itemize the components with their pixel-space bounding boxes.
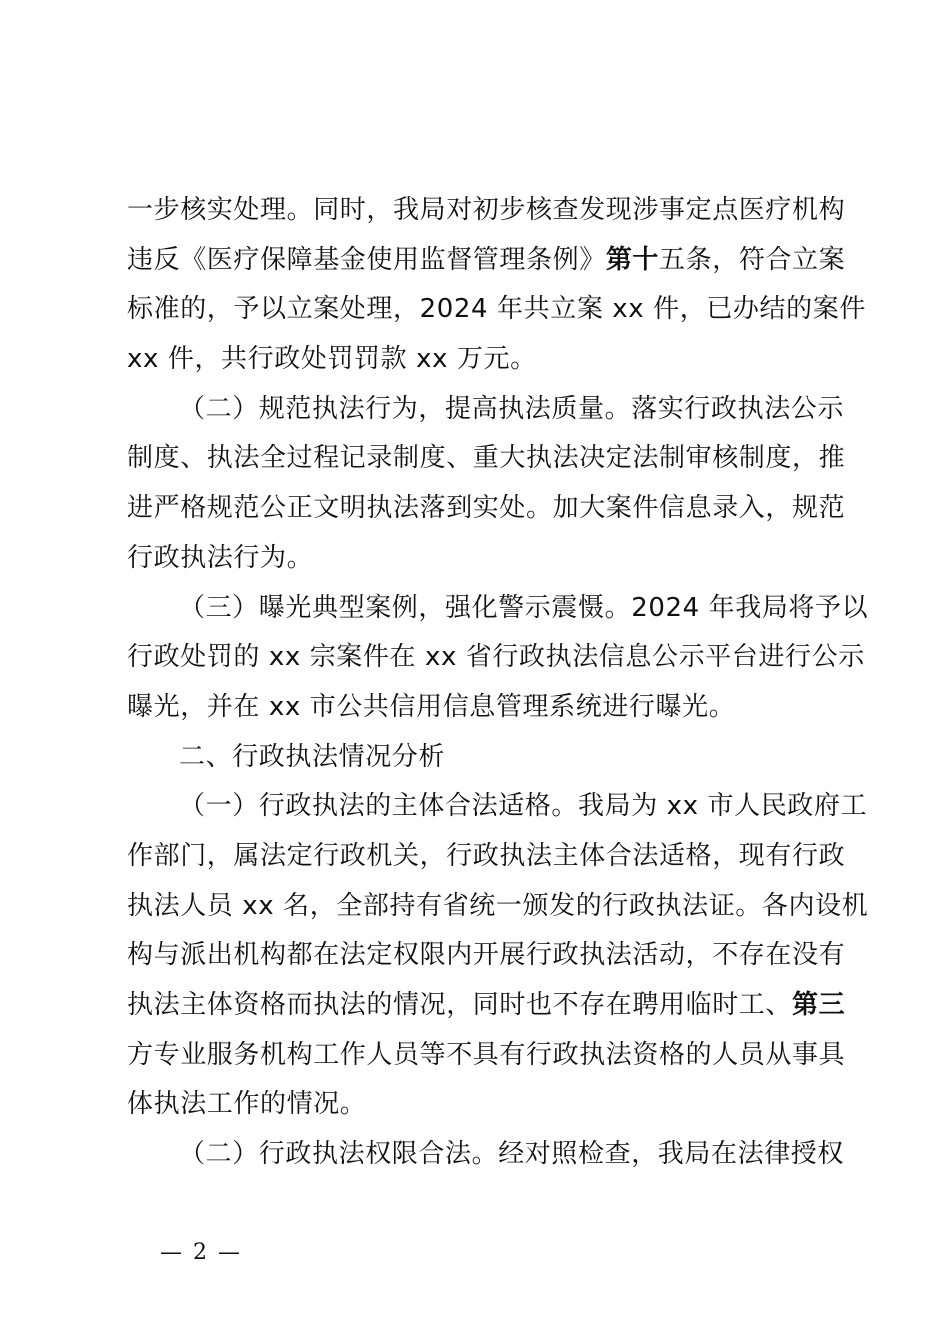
paragraph-line: 执法人员 xx 名，全部持有省统一颁发的行政执法证。各内设机 (127, 890, 869, 921)
paragraph-line: 作部门，属法定行政机关，行政执法主体合法适格，现有行政 (127, 840, 846, 871)
paragraph-line: 违反《医疗保障基金使用监督管理条例》第十五条，符合立案 (127, 244, 846, 275)
paragraph-line: 体执法工作的情况。 (127, 1089, 367, 1120)
paragraph-line: 构与派出机构都在法定权限内开展行政执法活动，不存在没有 (127, 940, 846, 971)
bold-text: 第三 (792, 990, 846, 1020)
paragraph-line: 制度、执法全过程记录制度、重大执法决定法制审核制度，推 (127, 443, 846, 474)
paragraph-line: 曝光，并在 xx 市公共信用信息管理系统进行曝光。 (127, 691, 736, 722)
paragraph-line: 一步核实处理。同时，我局对初步核查发现涉事定点医疗机构 (127, 195, 846, 225)
paragraph-line: 行政处罚的 xx 宗案件在 xx 省行政执法信息公示平台进行公示 (127, 642, 865, 673)
section-heading-line: （二）规范执法行为，提高执法质量。落实行政执法公示 (179, 393, 845, 424)
paragraph-line: 执法主体资格而执法的情况，同时也不存在聘用临时工、第三 (127, 990, 846, 1020)
section-heading-line: （二）行政执法权限合法。经对照检查，我局在法律授权 (179, 1139, 845, 1170)
paragraph-line: 进严格规范公正文明执法落到实处。加大案件信息录入，规范 (127, 493, 846, 524)
page-number: — 2 — (160, 1240, 242, 1265)
bold-text: 第十 (605, 244, 660, 275)
section-heading-line: （三）曝光典型案例，强化警示震慑。2024 年我局将予以 (179, 592, 869, 623)
paragraph-line: 标准的，予以立案处理，2024 年共立案 xx 件，已办结的案件 (127, 294, 866, 325)
section-heading-line: （一）行政执法的主体合法适格。我局为 xx 市人民政府工 (179, 791, 868, 822)
paragraph-line: xx 件，共行政处罚罚款 xx 万元。 (127, 344, 537, 375)
document-body (127, 186, 869, 1180)
chapter-heading-line: 二、行政执法情况分析 (179, 741, 446, 772)
paragraph-line: 行政执法行为。 (127, 542, 314, 573)
paragraph-line: 方专业服务机构工作人员等不具有行政执法资格的人员从事具 (127, 1039, 846, 1070)
